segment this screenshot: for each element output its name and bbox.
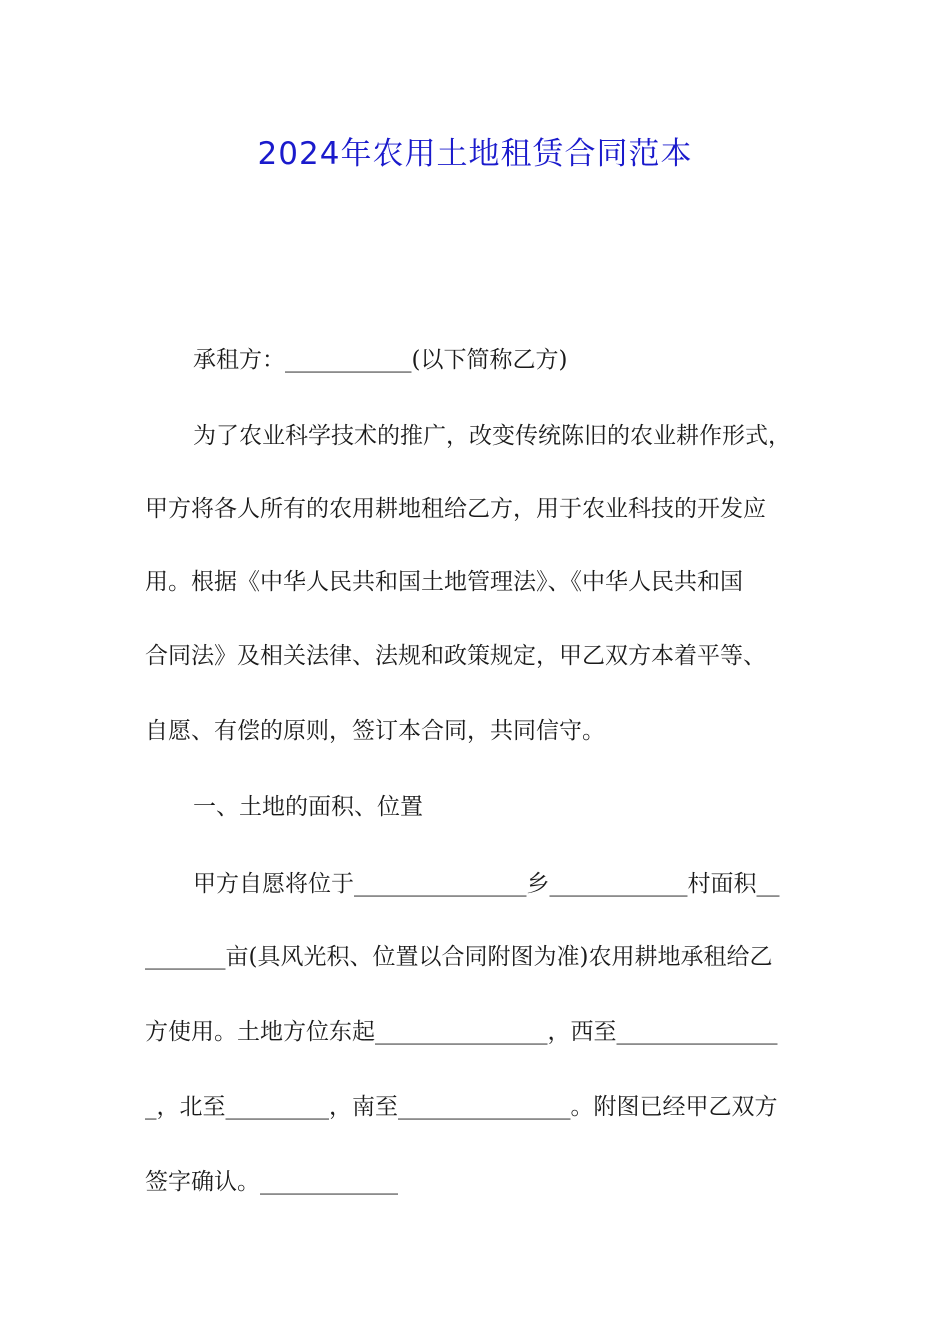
paragraph-land-line-1: 甲方自愿将位于_______________乡____________村面积__ [193,871,780,897]
document-title: 2024年农用土地租赁合同范本 [257,136,693,172]
paragraph-lessee-line: 承租方：___________(以下简称乙方) [193,347,568,373]
paragraph-land-line-2: _______亩(具风光积、位置以合同附图为准)农用耕地承租给乙 [145,944,773,970]
paragraph-land-line-4: _，北至_________，南至_______________。附图已经甲乙双方 [145,1094,778,1120]
paragraph-purpose-line-5: 自愿、有偿的原则，签订本合同，共同信守。 [145,718,605,744]
paragraph-purpose-line-2: 甲方将各人所有的农用耕地租给乙方，用于农业科技的开发应 [145,496,766,522]
paragraph-purpose-line-4: 合同法》及相关法律、法规和政策规定，甲乙双方本着平等、 [145,643,766,669]
paragraph-purpose-line-3: 用。根据《中华人民共和国土地管理法》、《中华人民共和国 [145,569,743,595]
paragraph-purpose-line-1: 为了农业科学技术的推广，改变传统陈旧的农业耕作形式， [193,423,791,449]
section-heading-land-area: 一、土地的面积、位置 [193,794,423,820]
paragraph-land-line-5: 签字确认。____________ [145,1169,398,1195]
paragraph-land-line-3: 方使用。土地方位东起_______________，西至______________ [145,1019,778,1045]
